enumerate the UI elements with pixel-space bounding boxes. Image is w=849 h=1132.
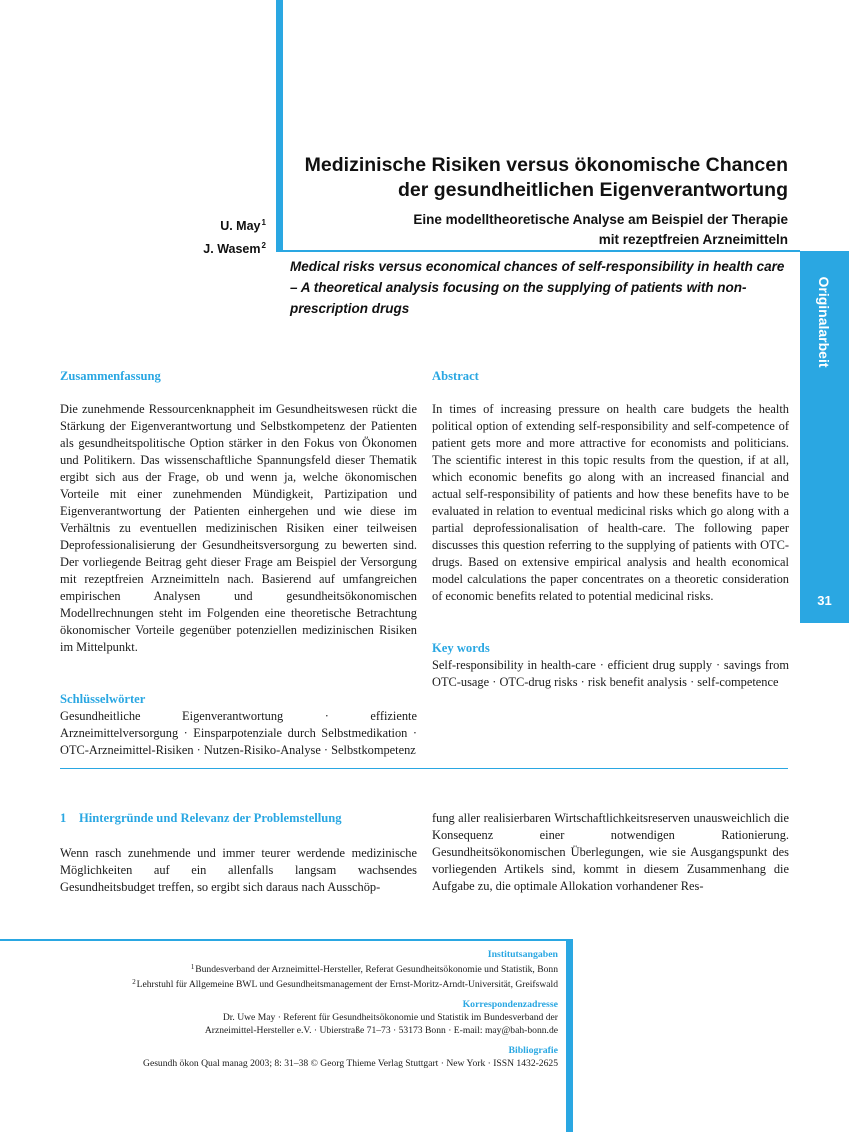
section-number: 1 bbox=[60, 811, 67, 825]
keywords-en-text: Self-responsibility in health-care · efficient drug supply · savings from OTC-usage · OTC-drug risks · risk benefit analysis · self-competence bbox=[432, 658, 789, 689]
keywords-de-text: Gesundheitliche Eigenverantwortung · effiziente Arzneimittelversorgung · Einsparpotenziale durch Selbstmedikation · OTC-Arzneimittel-Risiken · Nutzen-Risiko-Analyse · Selbstkompetenz bbox=[60, 709, 417, 757]
correspondence-heading: Korrespondenzadresse bbox=[462, 999, 558, 1010]
title-line-2: der gesundheitlichen Eigenverantwortung bbox=[397, 179, 788, 201]
correspondence-line-2: Arzneimittel-Hersteller e.V. · Ubierstraße 71–73 · 53173 Bonn · E-mail: may@bah-bonn.de bbox=[204, 1025, 558, 1036]
author-affiliation: 1 bbox=[261, 218, 266, 227]
bibliography-heading: Bibliografie bbox=[508, 1045, 558, 1056]
abstract-de-text: Die zunehmende Ressourcenknappheit im Gesundheitswesen rückt die Stärkung der Eigenverantwortung und Selbstkompetenz der Patienten als gesundheitspolitische Option stärker in den Fokus von Ökonomen und Politikern. Das wissenschaftliche Spannungsfeld dieser Thematik ergibt sich aus der Frage, ob und wenn ja, welche ökonomischen Vorteile mit einer zunehmenden Mündigkeit, Partizipation und Eigenverantwortung der Patienten einhergehen und wie diese im Verhältnis zu eventuellen medizinischen Risiken einer teilweisen Deprofessionalisierung der Gesundheitsversorgung zu bewerten sind. Der vorliegende Beitrag geht dieser Frage am Beispiel der Versorgung mit rezeptfreien Arzneimitteln nach. Basierend auf umfangreichen empirischen Analysen und gesundheitsökonomischen Modellrechnungen steht im Folgenden eine theoretische Betrachtung ökonomischer Vorteile gegenüber potenziellen medizinischen Risiken im Mittelpunkt. bbox=[60, 402, 417, 654]
section-title: Hintergründe und Relevanz der Problemstellung bbox=[79, 811, 342, 825]
article-subtitle bbox=[288, 210, 788, 250]
accent-bar-vertical-top bbox=[276, 0, 283, 251]
article-title bbox=[288, 153, 788, 203]
author-list bbox=[203, 213, 266, 259]
author: U. May $^1$ bbox=[220, 218, 266, 233]
abstract-en-text: In times of increasing pressure on health care budgets the health political option of extending self-responsibility and self-competence of patient gets more and more attractive for economists and politicians. The scientific interest in this topic results from the question, if at all, which economic benefits go along with an increased financial and actual self-responsibility of patients and how these benefits have to be evaluated in relation to eventual medicinal risks which go along with a partial deprofessionalisation of health-care. The following paper discusses this question referring to the supplying of patients with OTC-drugs. Based on extensive empirical analysis and health economical model calculations the paper concentrates on a theoretic consideration of economic benefits related to potential medicinal risks. bbox=[432, 402, 789, 603]
institution-1: $^1$ Bundesverband der Arzneimittel-Hersteller, Referat Gesundheitsökonomie und Statistik, Bonn bbox=[190, 963, 558, 975]
accent-rule-bottom bbox=[0, 939, 568, 941]
subtitle-line-2: mit rezeptfreien Arzneimitteln bbox=[598, 232, 788, 247]
accent-rule-top bbox=[276, 250, 800, 252]
subtitle-line-1: Eine modelltheoretische Analyse am Beispiel der Therapie bbox=[413, 212, 788, 227]
accent-bar-vertical-bottom bbox=[566, 939, 573, 1132]
institution-heading: Institutsangaben bbox=[487, 949, 558, 960]
abstract-en-heading: Abstract bbox=[432, 369, 479, 383]
bibliography-text: Gesundh ökon Qual manag 2003; 8: 31–38 © Georg Thieme Verlag Stuttgart · New York · ISSN 1432-2625 bbox=[143, 1058, 558, 1069]
author-affiliation: 2 bbox=[261, 241, 266, 250]
page-number: 31 bbox=[817, 593, 832, 608]
title-line-1: Medizinische Risiken versus ökonomische Chancen bbox=[304, 154, 788, 176]
english-title: Medical risks versus economical chances of self-responsibility in health care – A theoretical analysis focusing on the supplying of patients with non-prescription drugs bbox=[290, 259, 785, 316]
author: J. Wasem $^2$ bbox=[203, 241, 266, 256]
article-info bbox=[0, 948, 558, 1070]
abstract-de-heading: Zusammenfassung bbox=[60, 369, 161, 383]
section-heading bbox=[60, 810, 342, 827]
correspondence-line-1: Dr. Uwe May · Referent für Gesundheitsökonomie und Statistik im Bundesverband der bbox=[222, 1012, 558, 1023]
keywords-en-heading: Key words bbox=[432, 641, 490, 655]
keywords-de-heading: Schlüsselwörter bbox=[60, 692, 146, 706]
body-text-right: fung aller realisierbaren Wirtschaftlichkeitsreserven unausweichlich die Konsequenz einer notwendigen Rationierung. Gesundheitsökonomischen Überlegungen, wie sie Ausgangspunkt des vorliegenden Artikels sind, kommt in diesem Zusammenhang die Aufgabe zu, die optimale Allokation vorhandener Res- bbox=[432, 811, 789, 893]
article-type-label: Originalarbeit bbox=[816, 276, 832, 368]
abstract-separator bbox=[60, 768, 788, 769]
institution-2: $^2$ Lehrstuhl für Allgemeine BWL und Gesundheitsmanagement der Ernst-Moritz-Arndt-Universität, Greifswald bbox=[132, 978, 558, 990]
body-text-left: Wenn rasch zunehmende und immer teurer werdende medizinische Möglichkeiten auf ein allenfalls langsam wachsendes Gesundheitsbudget treffen, so ergibt sich daraus nach Ausschöp- bbox=[60, 846, 417, 894]
